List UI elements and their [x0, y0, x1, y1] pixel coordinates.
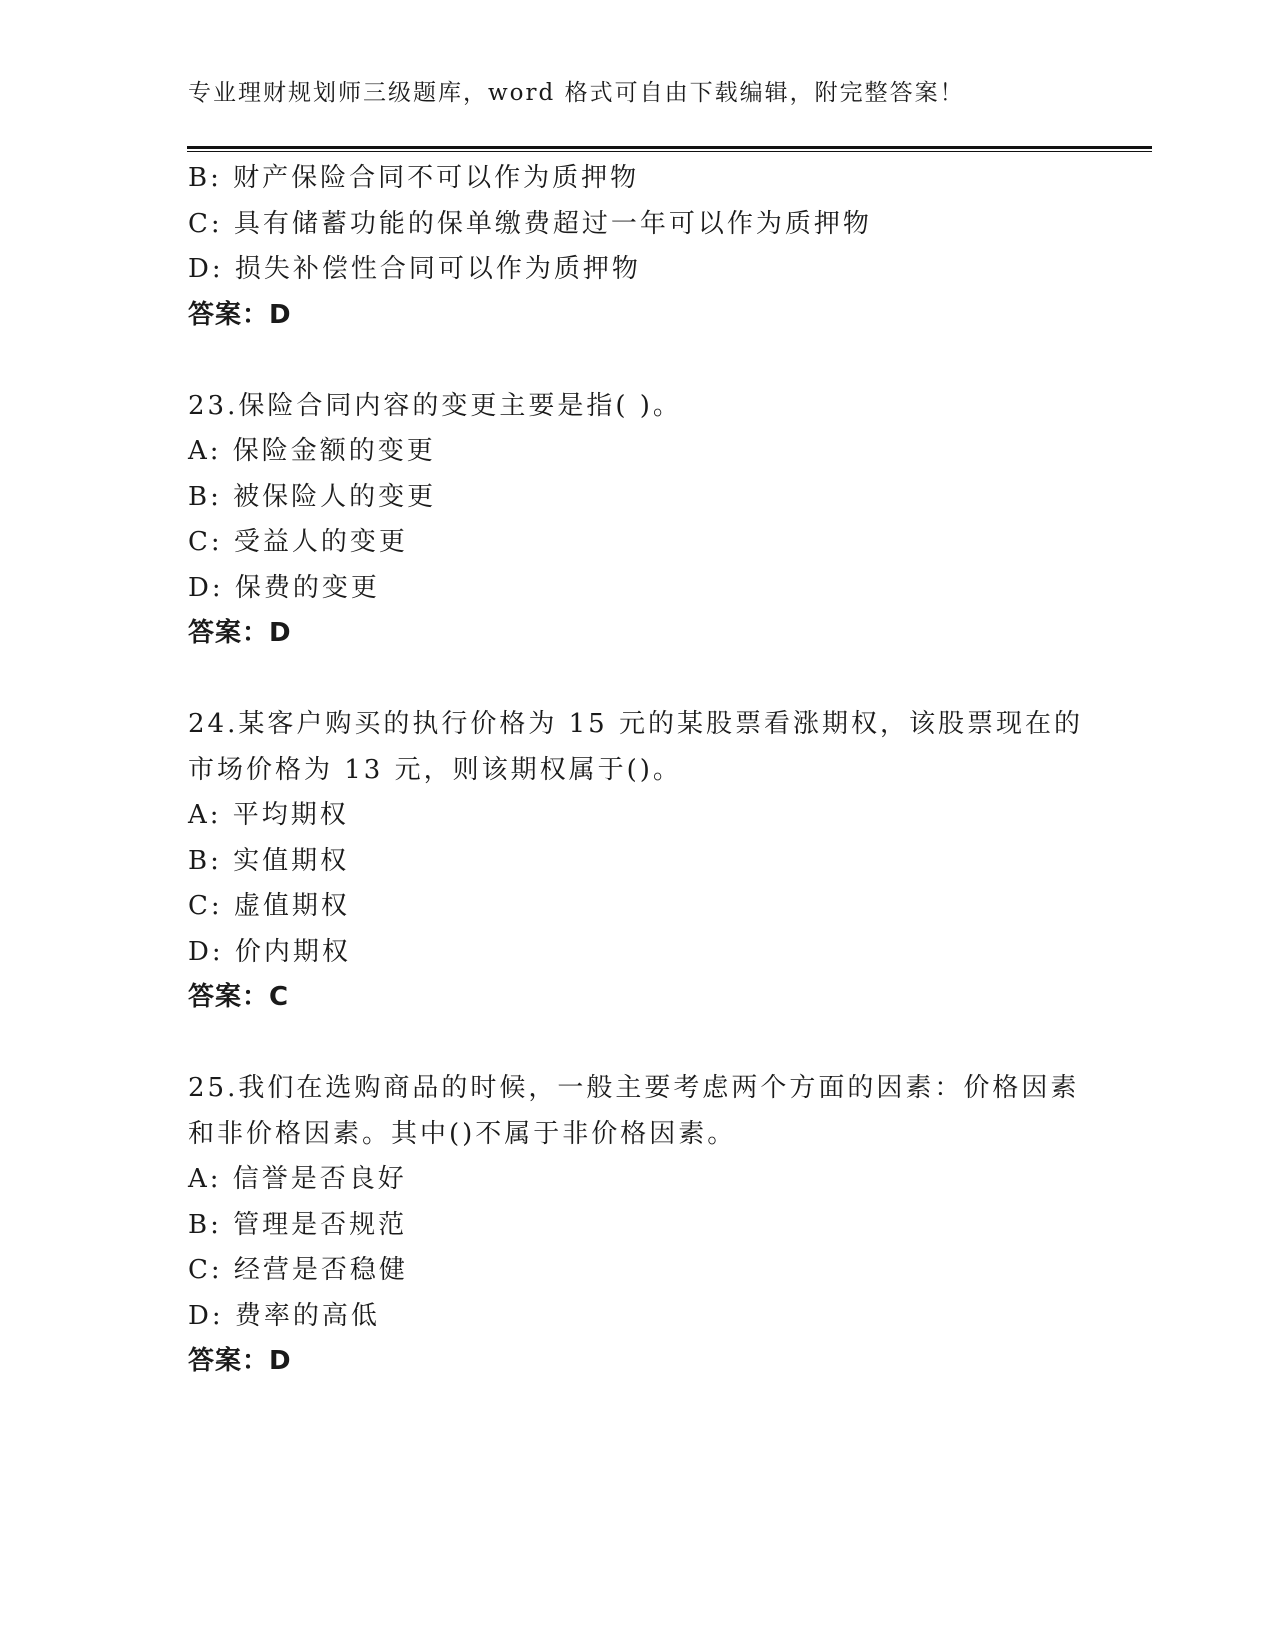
option-b: B: 管理是否规范 — [188, 1209, 408, 1240]
page-header: 专业理财规划师三级题库，word 格式可自由下载编辑，附完整答案！ — [188, 80, 965, 106]
answer-line: 答案：D — [188, 1346, 292, 1376]
question-22-block — [188, 156, 1088, 338]
option-d: D: 费率的高低 — [188, 1300, 380, 1331]
option-d: D: 价内期权 — [188, 936, 351, 967]
spacer — [188, 657, 1088, 703]
question-stem-continued: 市场价格为 13 元，则该期权属于()。 — [188, 754, 682, 785]
option-c: C: 虚值期权 — [188, 891, 350, 921]
question-stem: 25.我们在选购商品的时候，一般主要考虑两个方面的因素：价格因素 — [188, 1073, 1080, 1103]
question-24-block — [188, 702, 1088, 1021]
answer-line: 答案：D — [188, 299, 292, 330]
question-25-block — [188, 1066, 1088, 1385]
option-b: B: 财产保险合同不可以作为质押物 — [188, 163, 640, 193]
spacer — [188, 1021, 1088, 1067]
question-stem: 23.保险合同内容的变更主要是指( )。 — [188, 390, 682, 421]
question-stem-continued: 和非价格因素。其中()不属于非价格因素。 — [188, 1118, 737, 1149]
option-c: C: 受益人的变更 — [188, 527, 408, 557]
answer-line: 答案：C — [188, 982, 290, 1012]
question-23-block — [188, 384, 1088, 657]
option-c: C: 具有储蓄功能的保单缴费超过一年可以作为质押物 — [188, 208, 872, 239]
header-rule-thick — [187, 146, 1152, 149]
option-b: B: 被保险人的变更 — [188, 481, 437, 512]
option-a: A: 保险金额的变更 — [188, 436, 436, 466]
option-a: A: 信誉是否良好 — [188, 1164, 407, 1194]
header-rule-thin — [187, 151, 1152, 152]
option-d: D: 保费的变更 — [188, 572, 380, 603]
option-b: B: 实值期权 — [188, 845, 350, 876]
option-c: C: 经营是否稳健 — [188, 1255, 408, 1285]
question-content — [188, 156, 1088, 1385]
spacer — [188, 338, 1088, 384]
option-a: A: 平均期权 — [188, 800, 349, 830]
question-stem: 24.某客户购买的执行价格为 15 元的某股票看涨期权，该股票现在的 — [188, 709, 1083, 739]
answer-line: 答案：D — [188, 618, 292, 648]
option-d: D: 损失补偿性合同可以作为质押物 — [188, 254, 641, 284]
